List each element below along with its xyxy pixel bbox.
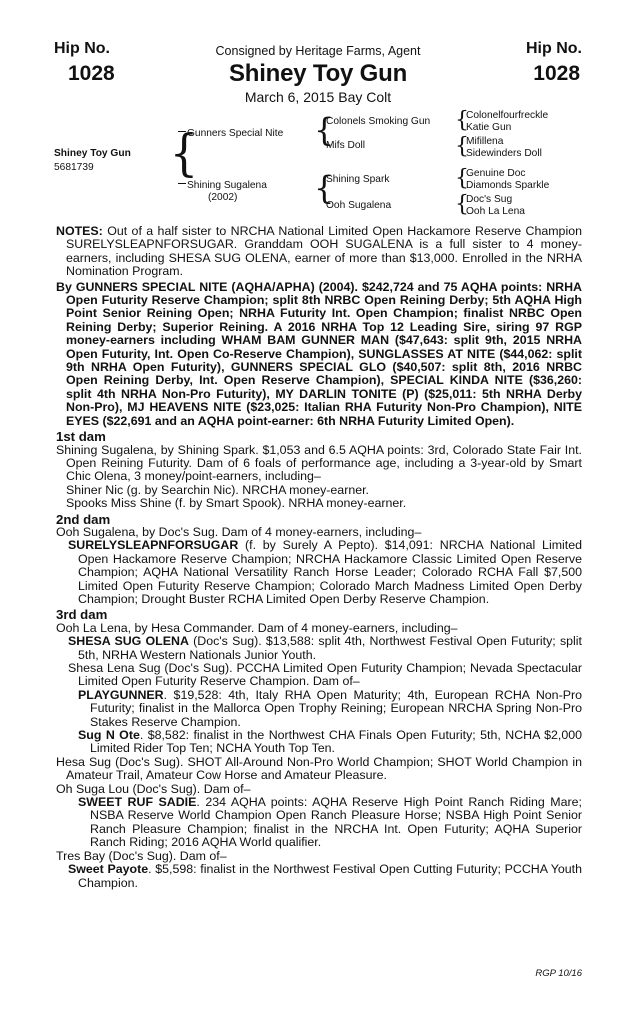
second-dam-heading: 2nd dam — [56, 511, 111, 527]
pedigree-g3: Mifillena — [466, 136, 504, 147]
pedigree-dam-dam: Ooh Sugalena — [326, 200, 392, 211]
third-dam-produce-1: SHESA SUG OLENA (Doc's Sug). $13,588: split 4th, Northwest Festival Open Futurity; split 5th, NRHA Western Nationals Junior Youth. — [68, 634, 582, 662]
pedigree-brace-g1: { — [455, 108, 469, 133]
pedigree-brace-g2: { — [455, 134, 469, 159]
footer-code: RGP 10/16 — [535, 968, 582, 979]
pedigree-brace-dam: { — [314, 169, 335, 207]
first-dam-intro: Shining Sugalena, by Shining Spark. $1,053 and 6.5 AQHA points: 3rd, Colorado State Fair Int. Open Reining Futurity. Dam of 6 foals of performance age, including a 3-year-old by Smart Chic Olena, 3 money/point-earners, including– — [56, 442, 582, 484]
pedigree-dam-year: (2002) — [208, 192, 238, 203]
hip-number-right: 1028 — [533, 62, 580, 85]
sire-paragraph: By GUNNERS SPECIAL NITE (AQHA/APHA) (2004). $242,724 and 75 AQHA points: NRHA Open Futurity Reserve Champion; split 8th NRBC Open Reining Derby; 5th AQHA High Point Senior Reining Open; NRHA Futurity Int. Open Champion; finalist NRBC Open Reining Derby; Superior Reining. A 2016 NRHA Top 12 Leading Sire, siring 97 RGP money-earners including WHAM BAM GUNNER MAN ($47,643: split 9th, 2015 NRHA Open Futurity, Int. Open Co-Reserve Champion), SUNGLASSES AT NITE ($44,062: split 9th NRHA Open Futurity), GUNNERS SPECIAL GLO ($40,507: split 8th, 2016 NRBC Open Reining Derby, Int. Open Reserve Champion), SPECIAL KINDA NITE ($36,260: split 4th NRHA Non-Pro Futurity), MY DARLIN TONITE (P) ($25,011: 5th NRHA Derby Non-Pro), MJ HEAVENS NITE ($23,025: Italian RHA Futurity Non-Pro Champion), NITE EYES ($22,691 and an AQHA point-earner: 6th NRHA Futurity Limited Open). — [56, 279, 582, 428]
third-dam-intro: Ooh La Lena, by Hesa Commander. Dam of 4 money-earners, including– — [56, 620, 458, 635]
pedigree-sire-sire: Colonels Smoking Gun — [326, 116, 431, 127]
foaling-info: March 6, 2015 Bay Colt — [244, 89, 392, 105]
pedigree-brace-g4: { — [455, 192, 469, 217]
third-dam-produce-5: Tres Bay (Doc's Sug). Dam of– — [56, 848, 227, 863]
pedigree-g8: Ooh La Lena — [466, 206, 525, 217]
pedigree-g5: Genuine Doc — [466, 168, 526, 179]
notes-paragraph: NOTES: Out of a half sister to NRCHA National Limited Open Hackamore Reserve Champion SURELYSLEAPNFORSUGAR. Granddam OOH SUGALENA is a full sister to 4 money-earners, including SHESA SUG OLENA, earner of more than $13,000. Enrolled in the NRHA Nomination Program. — [56, 224, 582, 279]
pedigree-g6: Diamonds Sparkle — [466, 180, 550, 191]
first-dam-produce-1: Shiner Nic (g. by Searchin Nic). NRCHA money-earner. — [66, 482, 369, 497]
hip-number-left: 1028 — [68, 62, 115, 85]
pedigree-g2: Katie Gun — [466, 122, 512, 133]
third-dam-produce-5-foal-1: Sweet Payote. $5,598: finalist in the Northwest Festival Open Cutting Futurity; PCCHA Youth Champion. — [68, 862, 582, 890]
hip-label-left: Hip No. — [54, 40, 110, 57]
third-dam-produce-4-foal-1: SWEET RUF SADIE. 234 AQHA points: AQHA Reserve High Point Ranch Riding Mare; NSBA Reserve World Champion Open Ranch Pleasure Horse; NSBA High Point Senior Ranch Pleasure Champion; finalist in the NRCHA Int. Open Futurity; AQHA Superior Ranch Riding; 2016 AQHA World qualifier. — [78, 795, 582, 850]
pedigree-dam-sire: Shining Spark — [326, 174, 390, 185]
second-dam-produce-1: SURELYSLEAPNFORSUGAR (f. by Surely A Pepto). $14,091: NRCHA National Limited Open Hackamore Reserve Champion; NRCHA Hackamore Classic Limited Open Reserve Champion; AQHA National Versatility Ranch Horse Leader; Colorado RCHA Fall $7,500 Limited Open Futurity Reserve Champion; Colorado March Madness Limited Open Derby Champion; Drought Buster RCHA Limited Open Derby Reserve Champion. — [68, 538, 582, 606]
registration-number: 5681739 — [54, 162, 94, 173]
third-dam-produce-2-foal-1: PLAYGUNNER. $19,528: 4th, Italy RHA Open Maturity; 4th, European RCHA Non-Pro Futurity; finalist in the Mallorca Open Trophy Reining; European NRCHA Spring Non-Pro Stakes Reserve Champion. — [78, 687, 582, 729]
pedigree-g4: Sidewinders Doll — [466, 148, 542, 159]
first-dam-heading: 1st dam — [56, 429, 106, 445]
pedigree-brace-main: { — [169, 124, 199, 182]
pedigree-g1: Colonelfourfreckle — [466, 110, 549, 121]
hip-label-right: Hip No. — [526, 40, 582, 57]
third-dam-produce-3: Hesa Sug (Doc's Sug). SHOT All-Around Non-Pro World Champion; SHOT World Champion in Amateur Trail, Amateur Cow Horse and Amateur Pleasure. — [56, 754, 582, 783]
pedigree-dam: Shining Sugalena — [178, 180, 267, 192]
second-dam-intro: Ooh Sugalena, by Doc's Sug. Dam of 4 money-earners, including– — [56, 524, 422, 539]
horse-name-title: Shiney Toy Gun — [228, 60, 408, 87]
pedigree-sire-dam: Mifs Doll — [326, 140, 366, 151]
first-dam-produce-2: Spooks Miss Shine (f. by Smart Spook). NRHA money-earner. — [66, 496, 407, 511]
third-dam-produce-2: Shesa Lena Sug (Doc's Sug). PCCHA Limited Open Futurity Champion; Nevada Spectacular Limited Open Futurity Reserve Champion. Dam of– — [68, 661, 582, 689]
pedigree-sire: Gunners Special Nite — [178, 128, 283, 140]
third-dam-heading: 3rd dam — [56, 607, 108, 623]
pedigree-horse: Shiney Toy Gun — [54, 148, 131, 159]
pedigree-brace-g3: { — [455, 166, 469, 191]
pedigree-g7: Doc's Sug — [466, 194, 513, 205]
pedigree-brace-sire: { — [314, 111, 335, 149]
third-dam-produce-2-foal-2: Sug N Ote. $8,582: finalist in the Northwest CHA Finals Open Futurity; 5th, NCHA $2,000 Limited Rider Top Ten; NCHA Youth Top Ten. — [78, 728, 582, 756]
catalog-body — [56, 225, 582, 890]
consignor: Consigned by Heritage Farms, Agent — [215, 44, 421, 58]
third-dam-produce-4: Oh Suga Lou (Doc's Sug). Dam of– — [56, 781, 251, 796]
